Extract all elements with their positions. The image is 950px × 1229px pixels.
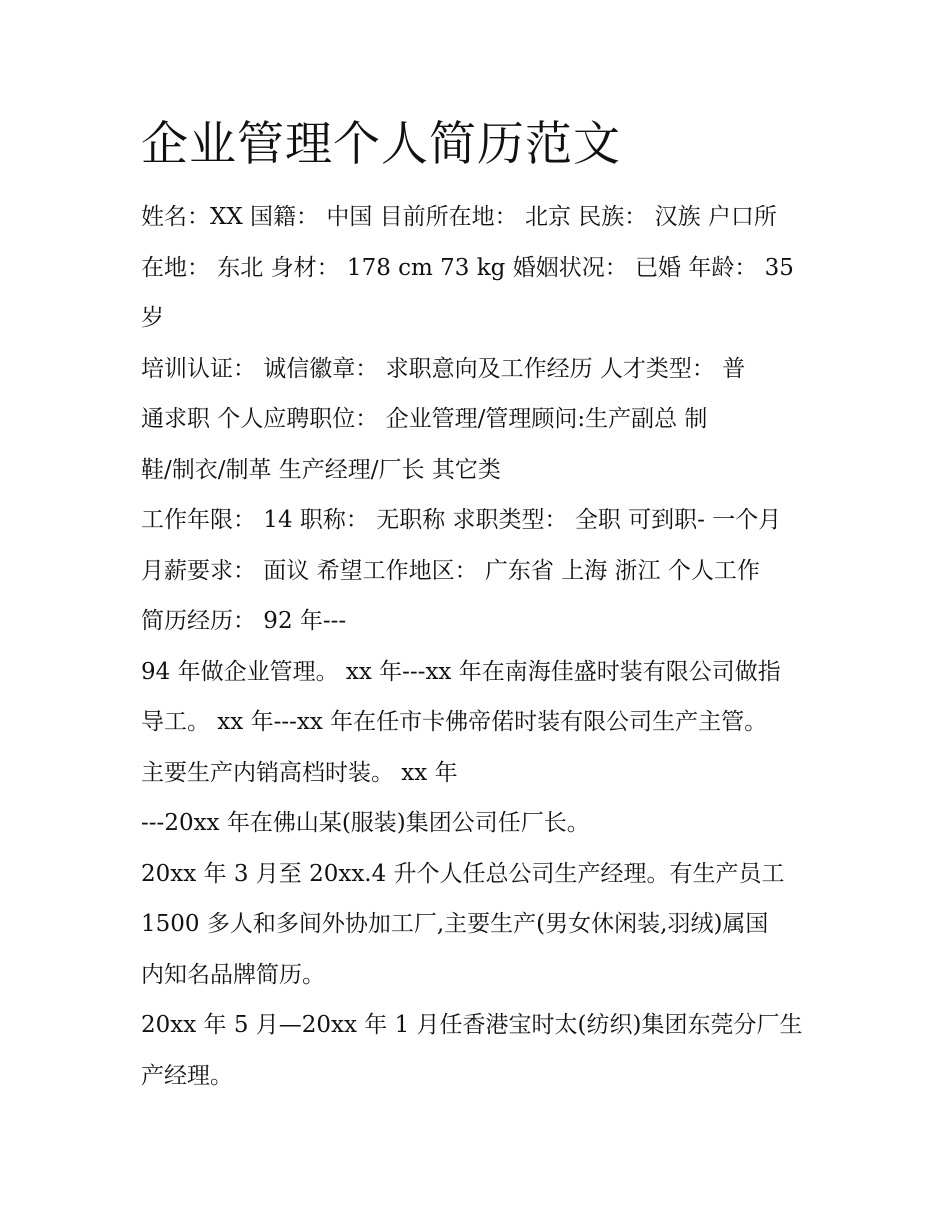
factory-director-paragraph: [141, 798, 813, 849]
text-line: 导工。 xx 年---xx 年在任市卡佛帝偌时装有限公司生产主管。: [141, 709, 768, 735]
experience-paragraph: [141, 647, 813, 799]
text-line: 姓名：XX 国籍： 中国 目前所在地： 北京 民族： 汉族 户口所: [141, 204, 777, 230]
production-manager-paragraph: [141, 849, 813, 1001]
text-line: 简历经历： 92 年---: [141, 608, 347, 634]
text-line: 产经理。: [141, 1062, 233, 1089]
text-line: 1500 多人和多间外协加工厂,主要生产(男女休闲装,羽绒)属国: [141, 911, 769, 937]
job-intent-paragraph: [141, 344, 813, 496]
work-years-paragraph: [141, 495, 813, 647]
text-line: 通求职 个人应聘职位： 企业管理/管理顾问:生产副总 制: [141, 406, 708, 432]
page-title: 企业管理个人简历范文: [141, 117, 621, 172]
personal-info-paragraph: [141, 192, 813, 344]
text-line: 鞋/制衣/制革 生产经理/厂长 其它类: [141, 456, 501, 483]
text-line: 20xx 年 5 月—20xx 年 1 月任香港宝时太(纺织)集团东莞分厂生: [141, 1012, 803, 1038]
text-line: 20xx 年 3 月至 20xx.4 升个人任总公司生产经理。有生产员工: [141, 860, 785, 887]
text-line: 月薪要求： 面议 希望工作地区： 广东省 上海 浙江 个人工作: [141, 557, 760, 584]
text-line: 在地： 东北 身材： 178 cm 73 kg 婚姻状况： 已婚 年龄： 35: [141, 254, 794, 281]
text-line: 岁: [141, 305, 164, 331]
text-line: 培训认证： 诚信徽章： 求职意向及工作经历 人才类型： 普: [141, 355, 746, 382]
text-line: ---20xx 年在佛山某(服装)集团公司任厂长。: [141, 810, 590, 836]
text-line: 主要生产内销高档时装。 xx 年: [141, 759, 458, 786]
text-line: 工作年限： 14 职称： 无职称 求职类型： 全职 可到职- 一个月: [141, 507, 782, 533]
text-line: 内知名品牌简历。: [141, 961, 325, 988]
document-body: [141, 112, 813, 1101]
text-line: 94 年做企业管理。 xx 年---xx 年在南海佳盛时装有限公司做指: [141, 658, 781, 685]
dongguan-branch-paragraph: [141, 1000, 813, 1101]
